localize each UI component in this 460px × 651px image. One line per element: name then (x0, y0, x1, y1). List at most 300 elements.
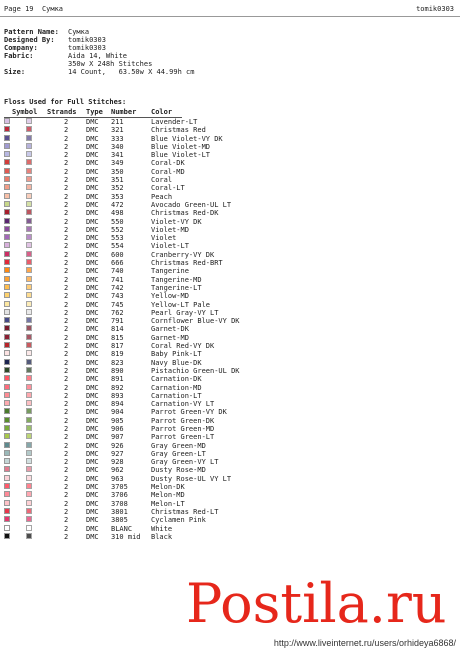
floss-row (4, 433, 304, 441)
number-cell: 340 (111, 142, 124, 151)
number-cell: 741 (111, 275, 124, 284)
strands-cell: 2 (64, 383, 69, 392)
type-cell: DMC (86, 151, 99, 160)
strands-cell: 2 (64, 118, 69, 126)
number-cell: 963 (111, 474, 124, 483)
type-cell: DMC (86, 524, 99, 533)
number-cell: 740 (111, 267, 124, 276)
floss-row (4, 508, 304, 516)
number-cell: 333 (111, 134, 124, 143)
color-swatch (4, 491, 10, 497)
color-name-cell: Parrot Green-DK (151, 416, 215, 425)
floss-row (4, 350, 304, 358)
floss-row (4, 284, 304, 292)
strands-cell: 2 (64, 292, 69, 301)
number-cell: 893 (111, 391, 124, 400)
symbol-icon (26, 317, 32, 323)
color-swatch (4, 143, 10, 149)
color-swatch (4, 259, 10, 265)
symbol-icon (26, 508, 32, 514)
floss-row (4, 491, 304, 499)
floss-row (4, 267, 304, 275)
strands-cell: 2 (64, 126, 69, 135)
number-cell: 3801 (111, 507, 128, 516)
number-cell: 926 (111, 441, 124, 450)
number-cell: 600 (111, 250, 124, 259)
type-cell: DMC (86, 126, 99, 135)
type-cell: DMC (86, 283, 99, 292)
type-cell: DMC (86, 416, 99, 425)
floss-row (4, 234, 304, 242)
symbol-icon (26, 251, 32, 257)
strands-cell: 2 (64, 408, 69, 417)
number-cell: 472 (111, 200, 124, 209)
color-name-cell: Gray Green-MD (151, 441, 206, 450)
page-header-left (4, 5, 63, 13)
strands-cell: 2 (64, 217, 69, 226)
floss-row (4, 168, 304, 176)
color-name-cell: Baby Pink-LT (151, 350, 202, 359)
number-cell: 907 (111, 433, 124, 442)
type-cell: DMC (86, 342, 99, 351)
symbol-icon (26, 126, 32, 132)
color-name-cell: Dusty Rose-MD (151, 466, 206, 475)
color-swatch (4, 234, 10, 240)
color-swatch (4, 516, 10, 522)
number-cell: 211 (111, 118, 124, 126)
symbol-icon (26, 458, 32, 464)
color-name-cell: Blue Violet-VY DK (151, 134, 223, 143)
number-cell: 819 (111, 350, 124, 359)
strands-cell: 2 (64, 416, 69, 425)
number-cell: 745 (111, 300, 124, 309)
color-name-cell: Coral (151, 176, 173, 185)
color-name-cell: Melon-LT (151, 499, 185, 508)
symbol-icon (26, 500, 32, 506)
floss-row (4, 276, 304, 284)
color-swatch (4, 334, 10, 340)
color-name-cell: Violet-MD (151, 225, 189, 234)
color-name-cell: Carnation-LT (151, 391, 202, 400)
color-swatch (4, 309, 10, 315)
type-cell: DMC (86, 275, 99, 284)
strands-cell: 2 (64, 441, 69, 450)
floss-row (4, 384, 304, 392)
symbol-icon (26, 400, 32, 406)
number-cell: 906 (111, 424, 124, 433)
floss-row (4, 525, 304, 533)
number-cell: 962 (111, 466, 124, 475)
color-name-cell: Yellow-MD (151, 292, 189, 301)
color-name-cell: Violet-VY DK (151, 217, 202, 226)
color-name-cell: Peach (151, 192, 173, 201)
color-swatch (4, 201, 10, 207)
symbol-icon (26, 325, 32, 331)
type-cell: DMC (86, 474, 99, 483)
color-name-cell: Christmas Red-DK (151, 209, 219, 218)
strands-cell: 2 (64, 449, 69, 458)
number-cell: 666 (111, 259, 124, 268)
info-value: tomik0303 (68, 44, 106, 52)
strands-cell: 2 (64, 458, 69, 467)
color-swatch (4, 126, 10, 132)
floss-row (4, 135, 304, 143)
floss-row (4, 392, 304, 400)
number-cell: 743 (111, 292, 124, 301)
symbol-icon (26, 516, 32, 522)
color-name-cell: Tangerine-MD (151, 275, 202, 284)
color-swatch (4, 226, 10, 232)
symbol-icon (26, 425, 32, 431)
floss-row (4, 325, 304, 333)
type-cell: DMC (86, 250, 99, 259)
color-swatch (4, 458, 10, 464)
strands-cell: 2 (64, 200, 69, 209)
color-swatch (4, 242, 10, 248)
type-cell: DMC (86, 209, 99, 218)
symbol-icon (26, 276, 32, 282)
number-cell: 351 (111, 176, 124, 185)
color-swatch (4, 359, 10, 365)
type-cell: DMC (86, 424, 99, 433)
floss-row (4, 259, 304, 267)
strands-cell: 2 (64, 474, 69, 483)
type-cell: DMC (86, 499, 99, 508)
type-cell: DMC (86, 267, 99, 276)
type-cell: DMC (86, 350, 99, 359)
info-value: Aida 14, White (68, 52, 128, 60)
type-cell: DMC (86, 375, 99, 384)
type-cell: DMC (86, 225, 99, 234)
number-cell: 742 (111, 283, 124, 292)
floss-row (4, 226, 304, 234)
color-swatch (4, 276, 10, 282)
floss-row (4, 500, 304, 508)
number-cell: 321 (111, 126, 124, 135)
color-swatch (4, 466, 10, 472)
color-swatch (4, 193, 10, 199)
page-header-author: tomik0303 (416, 5, 454, 13)
page-header-title: Сумка (41, 5, 64, 13)
type-cell: DMC (86, 383, 99, 392)
type-cell: DMC (86, 134, 99, 143)
number-cell: 823 (111, 358, 124, 367)
symbol-icon (26, 392, 32, 398)
color-name-cell: Melon-MD (151, 491, 185, 500)
info-value: tomik0303 (68, 36, 106, 44)
strands-cell: 2 (64, 250, 69, 259)
col-color: Color (151, 108, 173, 116)
floss-row (4, 251, 304, 259)
symbol-icon (26, 375, 32, 381)
symbol-icon (26, 176, 32, 182)
color-name-cell: Melon-DK (151, 483, 185, 492)
watermark-brand: Postila.ru (186, 574, 447, 630)
color-swatch (4, 533, 10, 539)
info-value: 350w X 248h Stitches (68, 60, 153, 68)
number-cell: BLANC (111, 524, 133, 533)
strands-cell: 2 (64, 275, 69, 284)
strands-cell: 2 (64, 151, 69, 160)
symbol-icon (26, 143, 32, 149)
strands-cell: 2 (64, 308, 69, 317)
number-cell: 815 (111, 333, 124, 342)
color-name-cell: Carnation-VY LT (151, 400, 215, 409)
floss-row (4, 400, 304, 408)
type-cell: DMC (86, 433, 99, 442)
floss-row (4, 292, 304, 300)
type-cell: DMC (86, 308, 99, 317)
strands-cell: 2 (64, 333, 69, 342)
color-swatch (4, 433, 10, 439)
type-cell: DMC (86, 292, 99, 301)
color-name-cell: Violet-LT (151, 242, 189, 251)
floss-row (4, 317, 304, 325)
strands-cell: 2 (64, 209, 69, 218)
symbol-icon (26, 417, 32, 423)
color-name-cell: Gray Green-LT (151, 449, 206, 458)
floss-table (4, 118, 304, 541)
number-cell: 928 (111, 458, 124, 467)
symbol-icon (26, 466, 32, 472)
color-name-cell: Coral Red-VY DK (151, 342, 215, 351)
type-cell: DMC (86, 483, 99, 492)
number-cell: 3708 (111, 499, 128, 508)
col-strands: Strands (47, 108, 77, 116)
color-name-cell: Christmas Red-BRT (151, 259, 223, 268)
color-swatch (4, 525, 10, 531)
color-swatch (4, 176, 10, 182)
strands-cell: 2 (64, 433, 69, 442)
strands-cell: 2 (64, 358, 69, 367)
type-cell: DMC (86, 176, 99, 185)
strands-cell: 2 (64, 400, 69, 409)
strands-cell: 2 (64, 466, 69, 475)
number-cell: 554 (111, 242, 124, 251)
color-name-cell: Navy Blue-DK (151, 358, 202, 367)
type-cell: DMC (86, 234, 99, 243)
symbol-icon (26, 350, 32, 356)
symbol-icon (26, 267, 32, 273)
symbol-icon (26, 483, 32, 489)
number-cell: 353 (111, 192, 124, 201)
symbol-icon (26, 475, 32, 481)
symbol-icon (26, 184, 32, 190)
color-name-cell: Violet (151, 234, 177, 243)
postila-logo (186, 574, 460, 630)
color-name-cell: Gray Green-VY LT (151, 458, 219, 467)
info-label: Fabric: (4, 52, 34, 60)
symbol-icon (26, 218, 32, 224)
symbol-icon (26, 301, 32, 307)
symbol-icon (26, 168, 32, 174)
color-name-cell: Coral-LT (151, 184, 185, 193)
color-swatch (4, 417, 10, 423)
strands-cell: 2 (64, 391, 69, 400)
color-name-cell: Pearl Gray-VY LT (151, 308, 219, 317)
color-name-cell: Coral-MD (151, 167, 185, 176)
symbol-icon (26, 292, 32, 298)
color-swatch (4, 475, 10, 481)
type-cell: DMC (86, 325, 99, 334)
floss-row (4, 442, 304, 450)
color-name-cell: Cyclamen Pink (151, 516, 206, 525)
symbol-icon (26, 135, 32, 141)
strands-cell: 2 (64, 234, 69, 243)
color-name-cell: White (151, 524, 173, 533)
info-label: Designed By: (4, 36, 55, 44)
floss-row (4, 425, 304, 433)
symbol-icon (26, 433, 32, 439)
color-swatch (4, 168, 10, 174)
color-name-cell: Coral-DK (151, 159, 185, 168)
floss-row (4, 458, 304, 466)
floss-table-header (4, 108, 304, 116)
floss-row (4, 417, 304, 425)
color-swatch (4, 209, 10, 215)
color-swatch (4, 184, 10, 190)
color-swatch (4, 375, 10, 381)
symbol-icon (26, 284, 32, 290)
number-cell: 894 (111, 400, 124, 409)
floss-row (4, 533, 304, 541)
strands-cell: 2 (64, 366, 69, 375)
number-cell: 349 (111, 159, 124, 168)
symbol-icon (26, 359, 32, 365)
type-cell: DMC (86, 449, 99, 458)
number-cell: 905 (111, 416, 124, 425)
type-cell: DMC (86, 532, 99, 541)
color-swatch (4, 384, 10, 390)
color-swatch (4, 292, 10, 298)
color-name-cell: Dusty Rose-UL VY LT (151, 474, 232, 483)
color-swatch (4, 350, 10, 356)
color-name-cell: Cranberry-VY DK (151, 250, 215, 259)
info-value: Сумка (68, 28, 90, 36)
strands-cell: 2 (64, 142, 69, 151)
floss-row (4, 450, 304, 458)
strands-cell: 2 (64, 491, 69, 500)
color-name-cell: Parrot Green-VY DK (151, 408, 227, 417)
type-cell: DMC (86, 333, 99, 342)
type-cell: DMC (86, 507, 99, 516)
strands-cell: 2 (64, 532, 69, 541)
type-cell: DMC (86, 159, 99, 168)
floss-row (4, 359, 304, 367)
floss-row (4, 301, 304, 309)
floss-row (4, 151, 304, 159)
symbol-icon (26, 309, 32, 315)
floss-row (4, 483, 304, 491)
floss-row (4, 342, 304, 350)
color-swatch (4, 500, 10, 506)
floss-row (4, 126, 304, 134)
strands-cell: 2 (64, 499, 69, 508)
type-cell: DMC (86, 259, 99, 268)
floss-row (4, 516, 304, 524)
number-cell: 3805 (111, 516, 128, 525)
color-swatch (4, 325, 10, 331)
symbol-icon (26, 259, 32, 265)
number-cell: 817 (111, 342, 124, 351)
symbol-icon (26, 209, 32, 215)
color-swatch (4, 483, 10, 489)
symbol-icon (26, 118, 32, 124)
symbol-icon (26, 242, 32, 248)
color-name-cell: Yellow-LT Pale (151, 300, 211, 309)
symbol-icon (26, 151, 32, 157)
color-name-cell: Cornflower Blue-VY DK (151, 317, 240, 326)
strands-cell: 2 (64, 424, 69, 433)
color-name-cell: Christmas Red (151, 126, 206, 135)
color-swatch (4, 425, 10, 431)
type-cell: DMC (86, 391, 99, 400)
floss-row (4, 309, 304, 317)
color-name-cell: Blue Violet-LT (151, 151, 211, 160)
color-swatch (4, 284, 10, 290)
number-cell: 341 (111, 151, 124, 160)
type-cell: DMC (86, 441, 99, 450)
symbol-icon (26, 450, 32, 456)
color-name-cell: Garnet-DK (151, 325, 189, 334)
strands-cell: 2 (64, 267, 69, 276)
color-name-cell: Blue Violet-MD (151, 142, 211, 151)
color-swatch (4, 151, 10, 157)
color-swatch (4, 301, 10, 307)
strands-cell: 2 (64, 342, 69, 351)
symbol-icon (26, 226, 32, 232)
floss-row (4, 143, 304, 151)
symbol-icon (26, 408, 32, 414)
type-cell: DMC (86, 491, 99, 500)
color-swatch (4, 159, 10, 165)
floss-row (4, 176, 304, 184)
color-name-cell: Avocado Green-UL LT (151, 200, 232, 209)
watermark-url: http://www.liveinternet.ru/users/orhideya6868/ (273, 638, 456, 648)
number-cell: 498 (111, 209, 124, 218)
floss-row (4, 334, 304, 342)
number-cell: 762 (111, 308, 124, 317)
strands-cell: 2 (64, 242, 69, 251)
color-swatch (4, 317, 10, 323)
floss-row (4, 375, 304, 383)
color-name-cell: Tangerine-LT (151, 283, 202, 292)
floss-row (4, 475, 304, 483)
strands-cell: 2 (64, 167, 69, 176)
color-swatch (4, 408, 10, 414)
type-cell: DMC (86, 366, 99, 375)
color-name-cell: Carnation-DK (151, 375, 202, 384)
symbol-icon (26, 159, 32, 165)
strands-cell: 2 (64, 507, 69, 516)
info-label: Company: (4, 44, 38, 52)
strands-cell: 2 (64, 259, 69, 268)
color-swatch (4, 267, 10, 273)
number-cell: 791 (111, 317, 124, 326)
color-name-cell: Pistachio Green-UL DK (151, 366, 240, 375)
color-swatch (4, 400, 10, 406)
type-cell: DMC (86, 516, 99, 525)
number-cell: 553 (111, 234, 124, 243)
type-cell: DMC (86, 167, 99, 176)
symbol-icon (26, 234, 32, 240)
number-cell: 350 (111, 167, 124, 176)
type-cell: DMC (86, 118, 99, 126)
info-value: 14 Count, 63.50w X 44.99h cm (68, 68, 195, 76)
symbol-icon (26, 334, 32, 340)
number-cell: 552 (111, 225, 124, 234)
type-cell: DMC (86, 408, 99, 417)
